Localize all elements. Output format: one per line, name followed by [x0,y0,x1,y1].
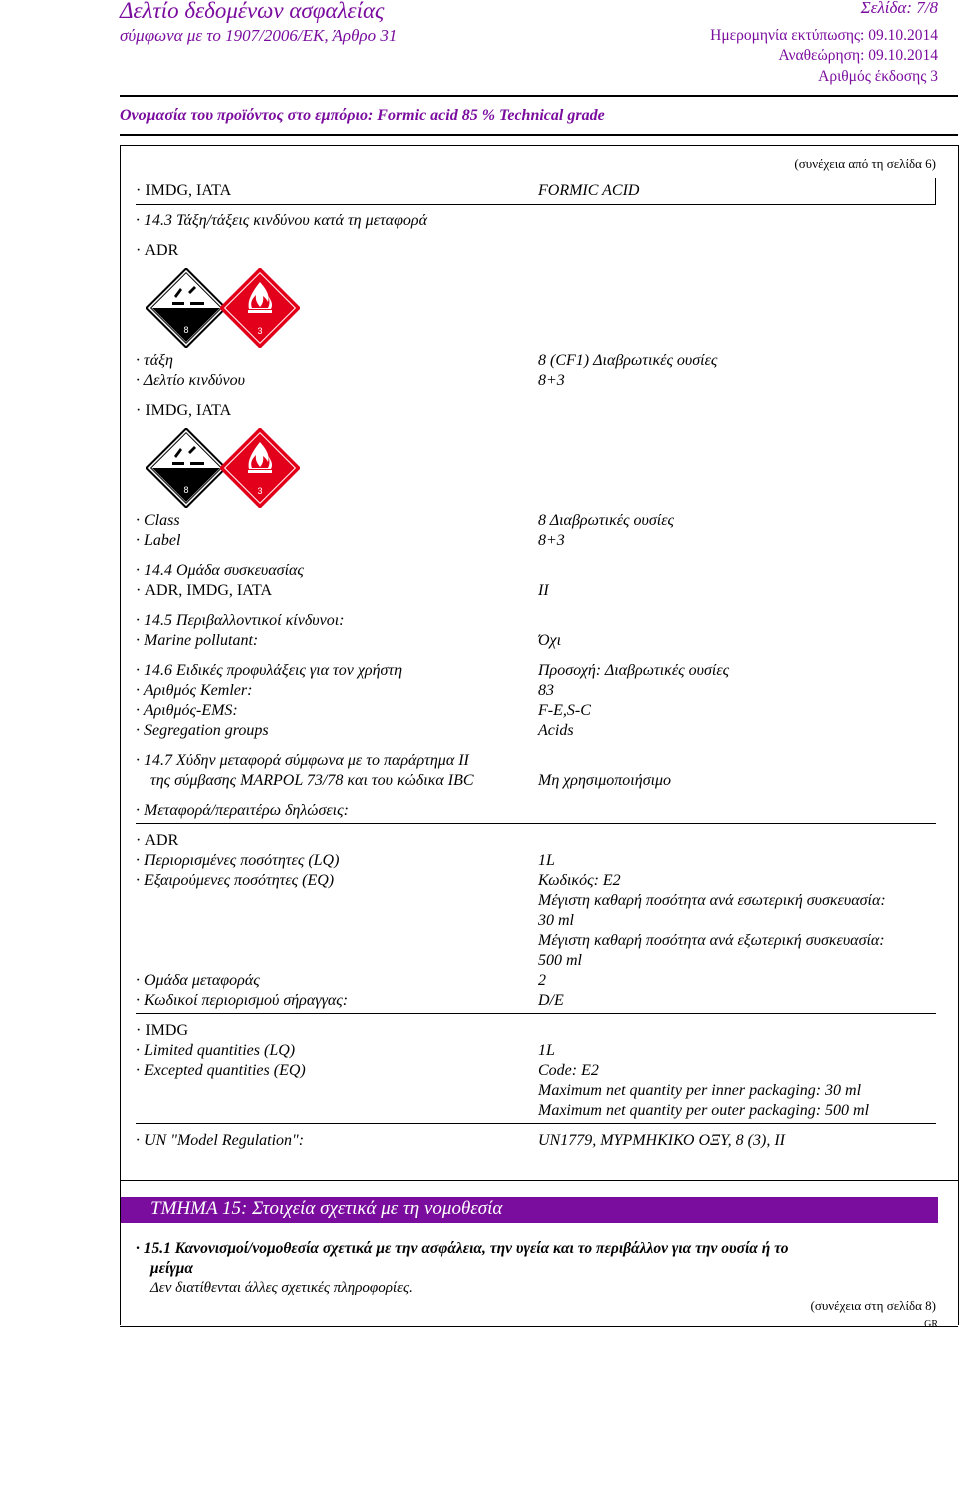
product-name: Ονομασία του προϊόντος στο εμπόριο: Formic acid 85 % Technical grade [120,107,605,124]
frame-right [958,145,959,1190]
imdg-lq-value: 1L [538,1042,555,1059]
section-14-6-heading: · 14.6 Ειδικές προφυλάξεις για τον χρήστη [136,662,402,680]
flammable-class-number-imdg: 3 [257,486,263,496]
section-15-1-heading-line2: μείγμα [150,1260,193,1277]
adr-outer-packaging-line2: 500 ml [538,952,582,969]
document-title: Δελτίο δεδομένων ασφαλείας [120,0,385,23]
section-14-3-heading: · 14.3 Τάξη/τάξεις κινδύνου κατά τη μεταφορά [136,212,427,230]
transport-group-label: · Ομάδα μεταφοράς [136,972,260,990]
revision-date: Αναθεώρηση: 09.10.2014 [778,47,938,64]
special-precautions-value: Προσοχή: Διαβρωτικές ουσίες [538,662,730,679]
imdg-outer-packaging: Maximum net quantity per outer packaging: 500 ml [538,1102,870,1119]
section-15-frame-left [120,1180,121,1325]
inner-frame-bottom [136,204,936,205]
adr-eq-label: · Εξαιρούμενες ποσότητες (EQ) [136,872,334,890]
transport-imdg-label: · IMDG [136,1022,188,1040]
print-date: Ημερομηνία εκτύπωσης: 09.10.2014 [710,27,938,44]
class-label: · τάξη [136,352,173,370]
transport-further-heading: · Μεταφορά/περαιτέρω δηλώσεις: [136,802,349,820]
transport-adr-top-rule [136,823,936,824]
marine-pollutant-label: · Marine pollutant: [136,632,258,650]
ems-value: F-E,S-C [538,702,591,719]
continued-to: (συνέχεια στη σελίδα 8) [810,1298,936,1313]
transport-group-value: 2 [538,972,546,989]
class-en-value: 8 Διαβρωτικές ουσίες [538,512,675,529]
kemler-value: 83 [538,682,554,699]
hazard-label: · Δελτίο κινδύνου [136,372,245,390]
corrosive-pictogram-imdg [146,428,226,508]
segregation-label: · Segregation groups [136,722,269,740]
imdg-inner-packaging: Maximum net quantity per inner packaging: 30 ml [538,1082,862,1099]
section-15-title: ΤΜΗΜΑ 15: Στοιχεία σχετικά με τη νομοθεσία [150,1198,503,1219]
version-number: Αριθμός έκδοσης 3 [818,68,938,85]
adr-label: · ADR [136,242,178,260]
class-en-label: · Class [136,512,180,530]
marine-pollutant-value: Όχι [538,632,562,649]
adr-lq-label: · Περιορισμένες ποσότητες (LQ) [136,852,339,870]
packing-group-label: · ADR, IMDG, IATA [136,582,272,600]
label-en-value: 8+3 [538,532,565,549]
imdg-eq-value: Code: E2 [538,1062,599,1079]
section-15-frame-right [958,1180,959,1325]
un-model-regulation-value: UN1779, ΜΥΡΜΗΚΙΚΟ ΟΞΥ, 8 (3), II [538,1132,785,1149]
product-rule [120,134,958,136]
section-14-4-heading: · 14.4 Ομάδα συσκευασίας [136,562,304,580]
document-subtitle: σύμφωνα με το 1907/2006/ΕΚ, Άρθρο 31 [120,26,398,45]
flammable-pictogram-adr [220,268,300,348]
hazard-value: 8+3 [538,372,565,389]
country-code: GR [924,1319,938,1330]
kemler-label: · Αριθμός Kemler: [136,682,252,700]
header-rule [120,95,958,97]
imdg-iata-section-label: · IMDG, IATA [136,402,231,420]
un-model-regulation-label: · UN "Model Regulation": [136,1132,304,1150]
footer-rule [120,1326,958,1327]
imdg-iata-value: FORMIC ACID [538,182,640,199]
segregation-value: Acids [538,722,574,739]
inner-frame-right [935,178,936,204]
ems-label: · Αριθμός-EMS: [136,702,238,720]
adr-outer-packaging-line1: Μέγιστη καθαρή ποσότητα ανά εξωτερική συσκευασία: [538,932,885,949]
imdg-lq-label: · Limited quantities (LQ) [136,1042,295,1060]
section-14-7-heading-line2: της σύμβασης MARPOL 73/78 και του κώδικα IBC [150,772,474,789]
section-15-1-text: Δεν διατίθενται άλλες σχετικές πληροφορίες. [150,1280,413,1296]
label-en-label: · Label [136,532,180,550]
adr-inner-packaging-line2: 30 ml [538,912,574,929]
section-14-5-heading: · 14.5 Περιβαλλοντικοί κίνδυνοι: [136,612,345,630]
page-number: Σελίδα: 7/8 [860,0,938,17]
section-15-1-heading-line1: · 15.1 Κανονισμοί/νομοθεσία σχετικά με την ασφάλεια, την υγεία και το περιβάλλον για την ουσία ή το [136,1240,936,1258]
bulk-transport-value: Μη χρησιμοποιήσιμο [538,772,672,789]
frame-left [120,145,121,1190]
adr-inner-packaging-line1: Μέγιστη καθαρή ποσότητα ανά εσωτερική συσκευασία: [538,892,886,909]
transport-adr-label: · ADR [136,832,178,850]
tunnel-code-value: D/E [538,992,564,1009]
transport-imdg-top-rule [136,1013,936,1014]
continued-from: (συνέχεια από τη σελίδα 6) [794,156,936,171]
corrosive-class-number: 8 [183,325,189,335]
frame-top [120,145,958,146]
imdg-iata-label: · IMDG, IATA [136,182,231,200]
flammable-pictogram-imdg [220,428,300,508]
packing-group-value: II [538,582,549,599]
flammable-class-number: 3 [257,326,263,336]
imdg-eq-label: · Excepted quantities (EQ) [136,1062,306,1080]
un-top-rule [136,1123,936,1124]
class-value: 8 (CF1) Διαβρωτικές ουσίες [538,352,718,369]
corrosive-pictogram-adr [146,268,226,348]
section-14-7-heading-line1: · 14.7 Χύδην μεταφορά σύμφωνα με το παράρτημα II [136,752,469,770]
adr-eq-value: Κωδικός: E2 [538,872,621,889]
section-15-top-rule [120,1180,958,1181]
corrosive-class-number-imdg: 8 [183,485,189,495]
tunnel-code-label: · Κωδικοί περιορισμού σήραγγας: [136,992,348,1010]
adr-lq-value: 1L [538,852,555,869]
